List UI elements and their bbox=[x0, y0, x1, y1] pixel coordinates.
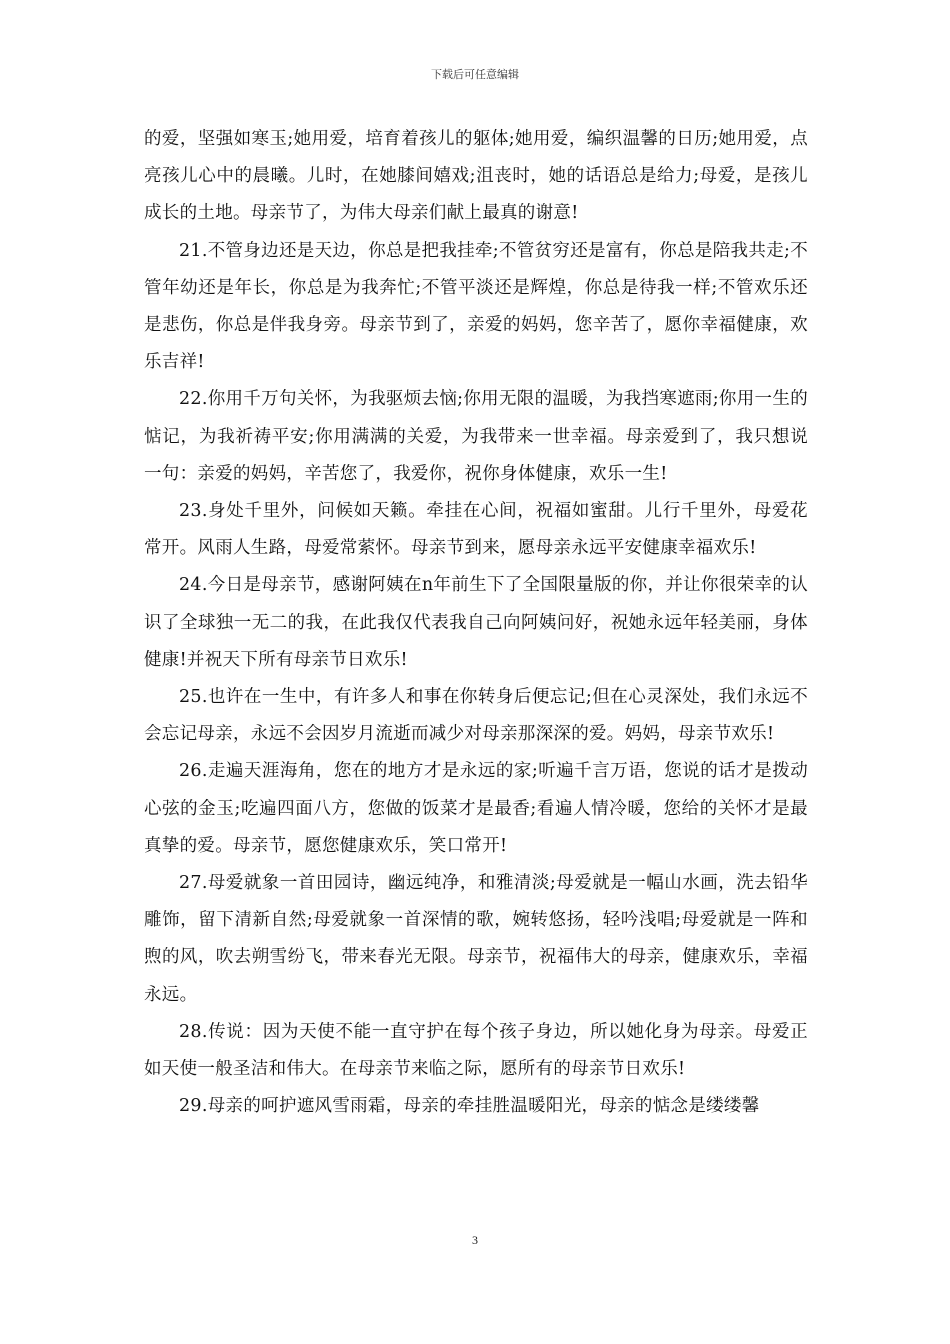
paragraph-29: 29.母亲的呵护遮风雪雨霜，母亲的牵挂胜温暖阳光，母亲的惦念是缕缕馨 bbox=[179, 1096, 760, 1117]
paragraph-23: 23.身处千里外，问候如天籁。牵挂在心间，祝福如蜜甜。儿行千里外，母爱花常开。风雨人生路，母爱常萦怀。母亲节到来，愿母亲永远平安健康幸福欢乐! bbox=[144, 501, 808, 559]
paragraph-continuation: 的爱，坚强如寒玉;她用爱，培育着孩儿的躯体;她用爱，编织温馨的日历;她用爱，点亮孩儿心中的晨曦。儿时，在她膝间嬉戏;沮丧时，她的话语总是给力;母爱，是孩儿成长的土地。母亲节了，为伟大母亲们献上最真的谢意! bbox=[144, 129, 808, 224]
paragraph-27: 27.母爱就象一首田园诗，幽远纯净，和雅清淡;母爱就是一幅山水画，洗去铅华雕饰，留下清新自然;母爱就象一首深情的歌，婉转悠扬，轻吟浅唱;母爱就是一阵和煦的风，吹去朔雪纷飞，带来春光无限。母亲节，祝福伟大的母亲，健康欢乐，幸福永远。 bbox=[144, 873, 808, 1005]
paragraph-28: 28.传说：因为天使不能一直守护在每个孩子身边，所以她化身为母亲。母爱正如天使一般圣洁和伟大。在母亲节来临之际，愿所有的母亲节日欢乐! bbox=[144, 1021, 808, 1080]
paragraph-21: 21.不管身边还是天边，你总是把我挂牵;不管贫穷还是富有，你总是陪我共走;不管年幼还是年长，你总是为我奔忙;不管平淡还是辉煌，你总是待我一样;不管欢乐还是悲伤，你总是伴我身旁。母亲节到了，亲爱的妈妈，您辛苦了，愿你幸福健康，欢乐吉祥! bbox=[144, 240, 808, 373]
page-header: 下载后可任意编辑 bbox=[431, 68, 519, 81]
paragraph-26: 26.走遍天涯海角，您在的地方才是永远的家;听遍千言万语，您说的话才是拨动心弦的金玉;吃遍四面八方，您做的饭菜才是最香;看遍人情冷暖，您给的关怀才是最真挚的爱。母亲节，愿您健康欢乐，笑口常开! bbox=[144, 761, 808, 856]
paragraph-25: 25.也许在一生中，有许多人和事在你转身后便忘记;但在心灵深处，我们永远不会忘记母亲，永远不会因岁月流逝而减少对母亲那深深的爱。妈妈，母亲节欢乐! bbox=[144, 687, 808, 745]
paragraph-24: 24.今日是母亲节，感谢阿姨在n年前生下了全国限量版的你，并让你很荣幸的认识了全球独一无二的我，在此我仅代表我自己向阿姨问好，祝她永远年轻美丽，身体健康!并祝天下所有母亲节日欢乐! bbox=[144, 575, 808, 670]
page-number: 3 bbox=[472, 1233, 478, 1247]
paragraph-22: 22.你用千万句关怀，为我驱烦去恼;你用无限的温暖，为我挡寒遮雨;你用一生的惦记，为我祈祷平安;你用满满的关爱，为我带来一世幸福。母亲爱到了，我只想说一句：亲爱的妈妈，辛苦您了，我爱你，祝你身体健康，欢乐一生! bbox=[144, 389, 808, 484]
document-body bbox=[144, 121, 808, 1125]
